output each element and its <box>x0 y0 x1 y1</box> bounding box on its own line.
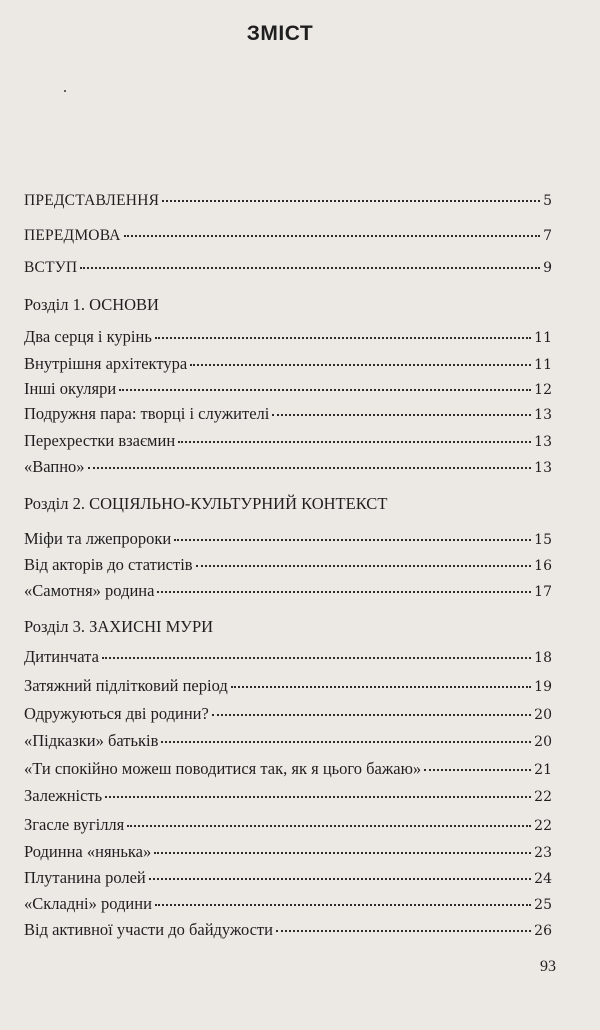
toc-entry-label: Родинна «нянька» <box>24 842 152 861</box>
toc-entry-page: 13 <box>534 434 552 450</box>
leader-dots <box>174 539 531 541</box>
toc-entry-page: 19 <box>534 679 552 695</box>
toc-entry-label: «Підказки» батьків <box>24 731 159 750</box>
toc-entry-label: Одружуються дві родини? <box>24 704 209 723</box>
leader-dots <box>178 441 531 443</box>
leader-dots <box>231 686 531 688</box>
toc-entry-label: Згасле вугілля <box>24 815 125 834</box>
toc-entry-label: Дитинчата <box>24 647 99 666</box>
toc-entry[interactable] <box>24 555 552 576</box>
toc-entry-label: «Складні» родини <box>24 894 152 913</box>
toc-entry-label: ПЕРЕДМОВА <box>24 227 121 244</box>
leader-dots <box>124 235 540 237</box>
toc-entry-page: 12 <box>534 382 552 398</box>
toc-entry[interactable] <box>24 786 552 807</box>
leader-dots <box>276 930 531 932</box>
leader-dots <box>424 769 531 771</box>
toc-entry-page: 13 <box>534 460 552 476</box>
toc-entry-label: ПРЕДСТАВЛЕННЯ <box>24 192 160 209</box>
toc-entry[interactable] <box>24 676 552 697</box>
leader-dots <box>196 565 532 567</box>
toc-entry[interactable] <box>24 704 552 725</box>
toc-entry-page: 15 <box>534 532 552 548</box>
toc-entry-page: 22 <box>534 818 552 834</box>
toc-entry-label: ВСТУП <box>24 259 78 276</box>
toc-entry-label: «Вапно» <box>24 457 85 476</box>
toc-entry-label: Внутрішня архітектура <box>24 354 188 373</box>
toc-entry-label: «Самотня» родина <box>24 581 155 600</box>
toc-entry[interactable] <box>24 529 552 550</box>
toc-entry-page: 23 <box>534 845 552 861</box>
toc-entry-page: 11 <box>534 357 552 373</box>
leader-dots <box>162 200 540 202</box>
toc-entry-page: 26 <box>534 923 552 939</box>
toc-entry-front[interactable] <box>24 191 552 211</box>
toc-entry-label: «Ти спокійно можеш поводитися так, як я цього бажаю» <box>24 759 422 778</box>
toc-entry-page: 18 <box>534 650 552 666</box>
toc-entry[interactable] <box>24 354 552 375</box>
leader-dots <box>272 414 531 416</box>
toc-entry-label: Два серця і курінь <box>24 327 152 346</box>
toc-entry[interactable] <box>24 894 552 915</box>
toc-entry-page: 13 <box>534 407 552 423</box>
section-heading[interactable]: Розділ 1. ОСНОВИ <box>24 295 159 314</box>
toc-entry-page: 17 <box>534 584 552 600</box>
toc-entry-page: 16 <box>534 558 552 574</box>
toc-entry-page: 7 <box>543 228 552 244</box>
section-heading[interactable]: Розділ 2. СОЦІЯЛЬНО-КУЛЬТУРНИЙ КОНТЕКСТ <box>24 494 388 513</box>
toc-entry[interactable] <box>24 731 552 752</box>
toc-entry-page: 20 <box>534 707 552 723</box>
toc-entry-label: Від акторів до статистів <box>24 555 193 574</box>
leader-dots <box>88 467 532 469</box>
leader-dots <box>154 852 531 854</box>
leader-dots <box>155 904 531 906</box>
toc-entry-label: Інші окуляри <box>24 379 117 398</box>
page-number: 93 <box>540 958 556 975</box>
toc-entry-page: 9 <box>543 260 552 276</box>
toc-entry-page: 22 <box>534 789 552 805</box>
toc-entry[interactable] <box>24 920 552 941</box>
toc-entry-page: 21 <box>534 762 552 778</box>
toc-entry-front[interactable] <box>24 226 552 246</box>
toc-entry-label: Подружня пара: творці і служителі <box>24 404 270 423</box>
toc-entry[interactable] <box>24 431 552 452</box>
leader-dots <box>149 878 531 880</box>
toc-entry-page: 24 <box>534 871 552 887</box>
toc-entry[interactable] <box>24 581 552 602</box>
toc-entry-label: Затяжний підлітковий період <box>24 676 228 695</box>
leader-dots <box>102 657 531 659</box>
toc-entry-page: 20 <box>534 734 552 750</box>
page-title: ЗМІСТ <box>246 22 314 45</box>
toc-entry-label: Перехрестки взаємин <box>24 431 176 450</box>
toc-entry[interactable] <box>24 759 552 780</box>
leader-dots <box>157 591 531 593</box>
leader-dots <box>212 714 531 716</box>
toc-entry[interactable] <box>24 327 552 348</box>
leader-dots <box>161 741 531 743</box>
leader-dots <box>127 825 531 827</box>
toc-entry-page: 25 <box>534 897 552 913</box>
leader-dots <box>80 267 540 269</box>
toc-entry-page: 5 <box>543 193 552 209</box>
toc-entry[interactable] <box>24 647 552 668</box>
leader-dots <box>155 337 531 339</box>
toc-entry[interactable] <box>24 379 552 400</box>
leader-dots <box>190 364 531 366</box>
section-heading[interactable]: Розділ 3. ЗАХИСНІ МУРИ <box>24 617 214 636</box>
toc-entry-label: Міфи та лжепророки <box>24 529 172 548</box>
leader-dots <box>105 796 531 798</box>
toc-entry-front[interactable] <box>24 258 552 278</box>
toc-entry-label: Залежність <box>24 786 103 805</box>
toc-entry[interactable] <box>24 404 552 425</box>
toc-entry[interactable] <box>24 868 552 889</box>
toc-entry-page: 11 <box>534 330 552 346</box>
leader-dots <box>119 389 531 391</box>
toc-entry-label: Плутанина ролей <box>24 868 146 887</box>
toc-entry[interactable] <box>24 457 552 478</box>
toc-entry[interactable] <box>24 815 552 836</box>
toc-entry[interactable] <box>24 842 552 863</box>
toc-entry-label: Від активної участи до байдужости <box>24 920 273 939</box>
